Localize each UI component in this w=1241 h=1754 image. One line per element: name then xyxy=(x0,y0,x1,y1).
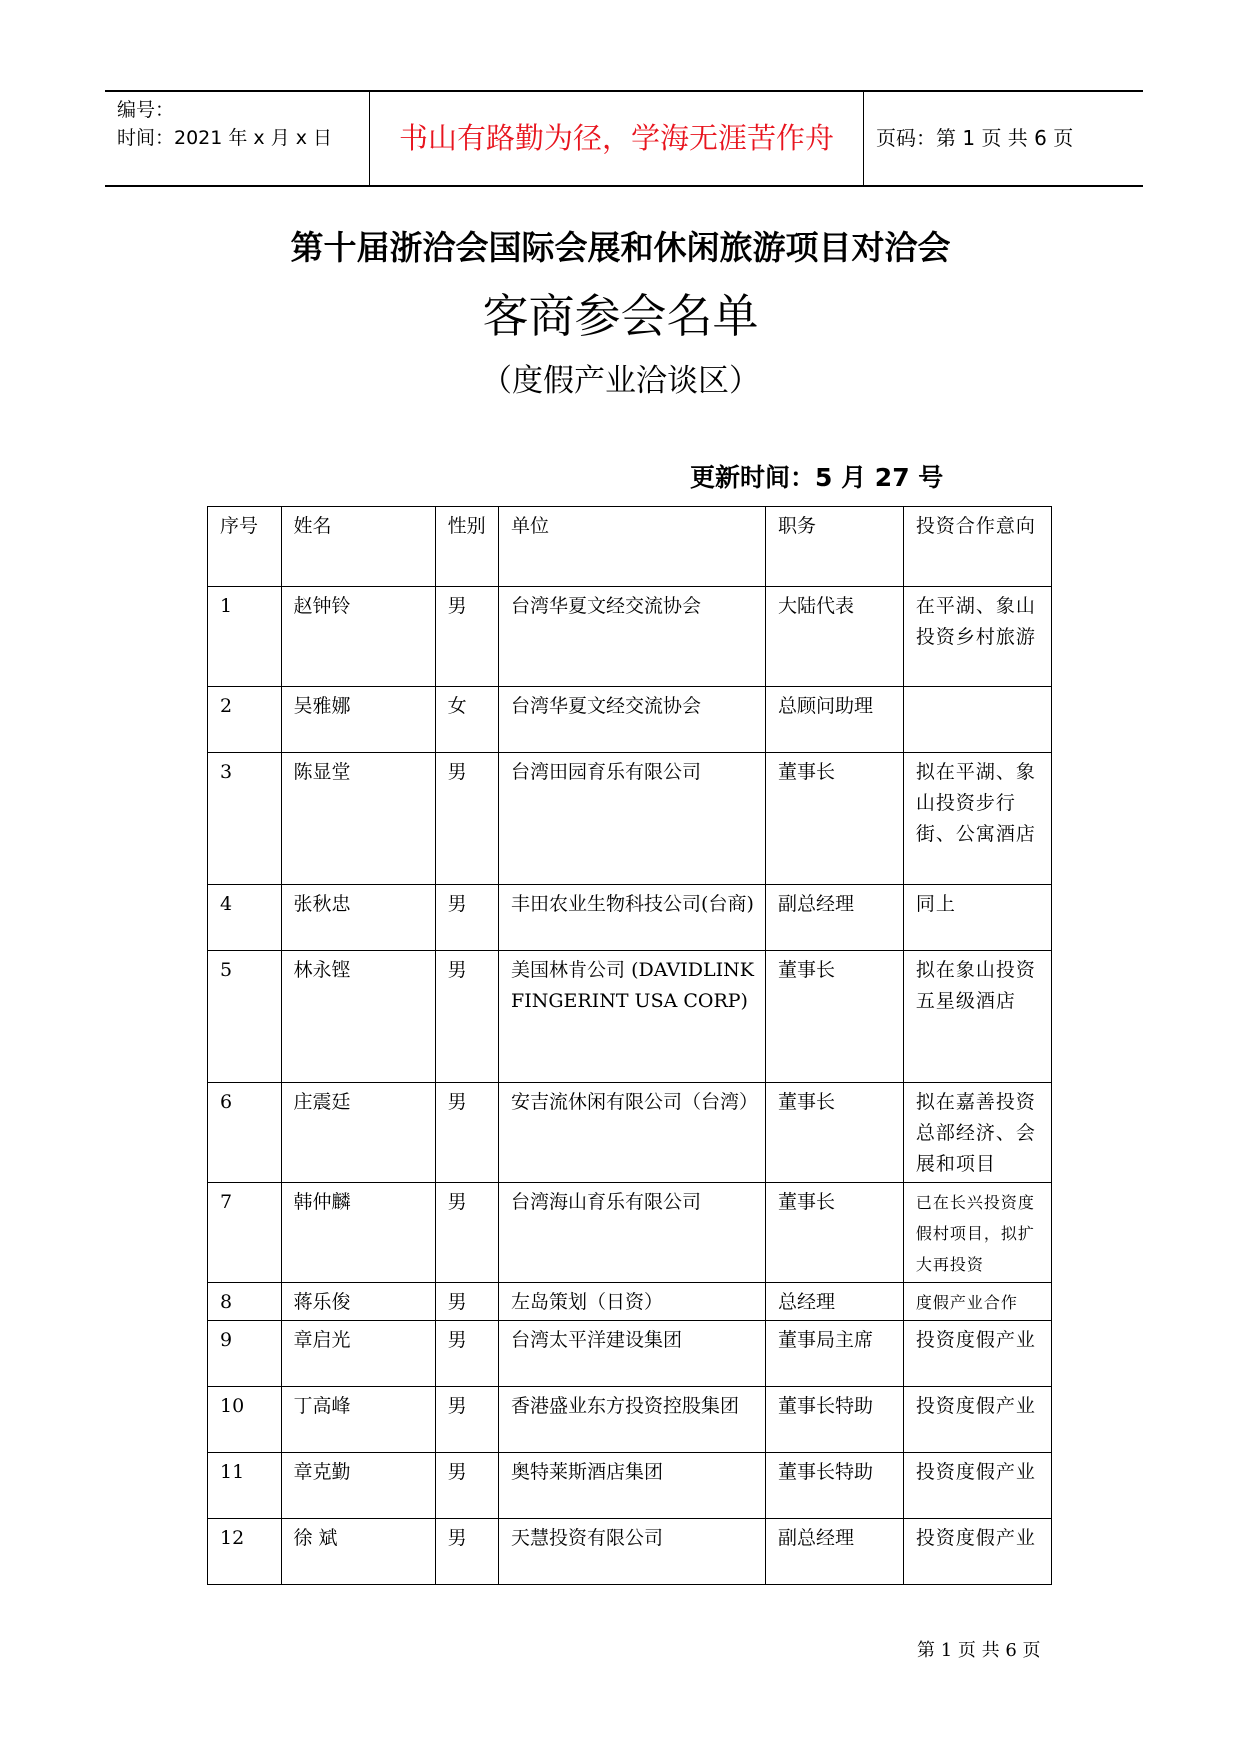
cell-sex: 男 xyxy=(435,1519,498,1585)
cell-intent: 投资度假产业 xyxy=(903,1387,1051,1453)
cell-name: 赵钟铃 xyxy=(281,587,435,687)
document-title-line1: 第十届浙洽会国际会展和休闲旅游项目对洽会 xyxy=(290,228,951,267)
cell-no: 11 xyxy=(208,1453,282,1519)
cell-org: 台湾华夏文经交流协会 xyxy=(499,587,766,687)
cell-no: 5 xyxy=(208,951,282,1083)
cell-position: 大陆代表 xyxy=(765,587,903,687)
header-page-number: 页码：第 1 页 共 6 页 xyxy=(876,126,1074,150)
document-subtitle: （度假产业洽谈区） xyxy=(481,363,760,399)
cell-org: 安吉流休闲有限公司（台湾） xyxy=(499,1083,766,1183)
cell-name: 蒋乐俊 xyxy=(281,1283,435,1321)
cell-sex: 男 xyxy=(435,1387,498,1453)
cell-intent: 投资度假产业 xyxy=(903,1453,1051,1519)
cell-no: 4 xyxy=(208,885,282,951)
cell-name: 陈显堂 xyxy=(281,753,435,885)
cell-org: 台湾海山育乐有限公司 xyxy=(499,1183,766,1283)
cell-name: 丁高峰 xyxy=(281,1387,435,1453)
header-name: 姓名 xyxy=(281,507,435,587)
cell-position: 总经理 xyxy=(765,1283,903,1321)
table-row xyxy=(208,753,1052,885)
cell-position: 副总经理 xyxy=(765,1519,903,1585)
cell-sex: 男 xyxy=(435,1183,498,1283)
cell-position: 董事长特助 xyxy=(765,1387,903,1453)
table-row xyxy=(208,1083,1052,1183)
header-intent: 投资合作意向 xyxy=(903,507,1051,587)
cell-intent: 同上 xyxy=(903,885,1051,951)
cell-name: 庄震廷 xyxy=(281,1083,435,1183)
cell-no: 9 xyxy=(208,1321,282,1387)
header-org: 单位 xyxy=(499,507,766,587)
cell-no: 2 xyxy=(208,687,282,753)
cell-org: 左岛策划（日资） xyxy=(499,1283,766,1321)
cell-org: 台湾田园育乐有限公司 xyxy=(499,753,766,885)
table-row xyxy=(208,1183,1052,1283)
cell-name: 徐 斌 xyxy=(281,1519,435,1585)
cell-intent: 拟在象山投资五星级酒店 xyxy=(903,951,1051,1083)
cell-sex: 男 xyxy=(435,1083,498,1183)
header-meta xyxy=(105,92,369,185)
cell-position: 董事局主席 xyxy=(765,1321,903,1387)
cell-intent xyxy=(903,687,1051,753)
document-header xyxy=(105,90,1143,187)
cell-sex: 男 xyxy=(435,1283,498,1321)
cell-name: 章克勤 xyxy=(281,1453,435,1519)
header-motto: 书山有路勤为径，学海无涯苦作舟 xyxy=(369,92,864,185)
cell-position: 董事长 xyxy=(765,1183,903,1283)
cell-intent: 在平湖、象山投资乡村旅游 xyxy=(903,587,1051,687)
header-no: 序号 xyxy=(208,507,282,587)
cell-name: 章启光 xyxy=(281,1321,435,1387)
cell-sex: 男 xyxy=(435,1321,498,1387)
cell-name: 韩仲麟 xyxy=(281,1183,435,1283)
cell-intent: 度假产业合作 xyxy=(903,1283,1051,1321)
cell-name: 吴雅娜 xyxy=(281,687,435,753)
cell-position: 董事长 xyxy=(765,951,903,1083)
cell-no: 8 xyxy=(208,1283,282,1321)
cell-no: 12 xyxy=(208,1519,282,1585)
table-row xyxy=(208,1453,1052,1519)
cell-no: 6 xyxy=(208,1083,282,1183)
cell-no: 10 xyxy=(208,1387,282,1453)
cell-no: 1 xyxy=(208,587,282,687)
document-title-line2: 客商参会名单 xyxy=(482,289,759,343)
table-row xyxy=(208,687,1052,753)
cell-intent: 投资度假产业 xyxy=(903,1519,1051,1585)
cell-no: 3 xyxy=(208,753,282,885)
cell-org: 丰田农业生物科技公司(台商) xyxy=(499,885,766,951)
cell-org: 香港盛业东方投资控股集团 xyxy=(499,1387,766,1453)
cell-org: 美国林肯公司 (DAVIDLINK FINGERINT USA CORP) xyxy=(499,951,766,1083)
table-row xyxy=(208,885,1052,951)
cell-position: 副总经理 xyxy=(765,885,903,951)
attendee-table xyxy=(207,506,1052,1585)
table-row xyxy=(208,1321,1052,1387)
cell-intent: 拟在嘉善投资总部经济、会展和项目 xyxy=(903,1083,1051,1183)
cell-intent: 投资度假产业 xyxy=(903,1321,1051,1387)
date-label: 时间：2021 年 x 月 x 日 xyxy=(117,127,333,149)
page-footer: 第 1 页 共 6 页 xyxy=(917,1640,1041,1661)
cell-sex: 男 xyxy=(435,951,498,1083)
cell-org: 台湾太平洋建设集团 xyxy=(499,1321,766,1387)
serial-number-label: 编号： xyxy=(117,99,175,121)
cell-no: 7 xyxy=(208,1183,282,1283)
table-row xyxy=(208,1387,1052,1453)
cell-name: 张秋忠 xyxy=(281,885,435,951)
cell-sex: 男 xyxy=(435,587,498,687)
table-row xyxy=(208,1519,1052,1585)
table-row xyxy=(208,1283,1052,1321)
cell-org: 台湾华夏文经交流协会 xyxy=(499,687,766,753)
cell-org: 天慧投资有限公司 xyxy=(499,1519,766,1585)
cell-name: 林永铿 xyxy=(281,951,435,1083)
header-sex: 性别 xyxy=(435,507,498,587)
cell-position: 董事长 xyxy=(765,753,903,885)
table-row xyxy=(208,951,1052,1083)
cell-intent: 已在长兴投资度假村项目，拟扩大再投资 xyxy=(903,1183,1051,1283)
header-position: 职务 xyxy=(765,507,903,587)
cell-position: 董事长 xyxy=(765,1083,903,1183)
cell-position: 董事长特助 xyxy=(765,1453,903,1519)
table-row xyxy=(208,587,1052,687)
cell-intent: 拟在平湖、象山投资步行街、公寓酒店 xyxy=(903,753,1051,885)
cell-position: 总顾问助理 xyxy=(765,687,903,753)
cell-org: 奥特莱斯酒店集团 xyxy=(499,1453,766,1519)
update-time: 更新时间：5 月 27 号 xyxy=(690,463,944,492)
table-header-row xyxy=(208,507,1052,587)
cell-sex: 男 xyxy=(435,885,498,951)
cell-sex: 男 xyxy=(435,1453,498,1519)
cell-sex: 女 xyxy=(435,687,498,753)
cell-sex: 男 xyxy=(435,753,498,885)
